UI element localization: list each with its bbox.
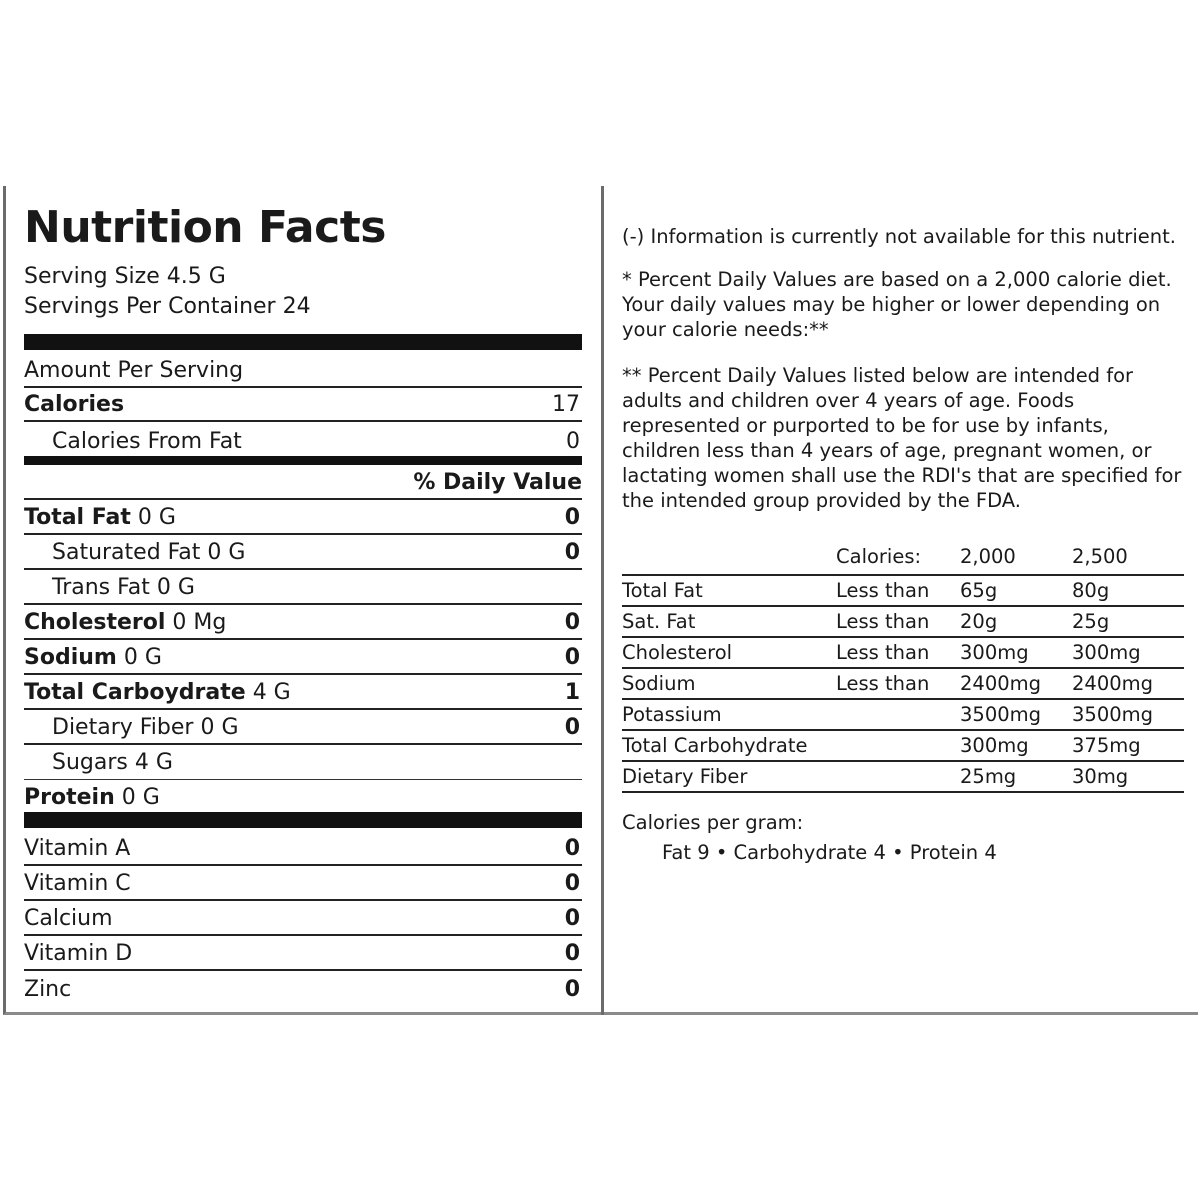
- nutrient-name: Sodium: [24, 644, 117, 670]
- table-cell: Cholesterol: [622, 637, 836, 668]
- table-cell: 20g: [960, 606, 1072, 637]
- table-cell: 300mg: [1072, 637, 1184, 668]
- nutrient-row-total-carbohydrate: [24, 676, 582, 710]
- table-cell: Dietary Fiber: [622, 761, 836, 792]
- nutrient-amount: 0 G: [123, 644, 162, 670]
- vitamin-row-a: [24, 832, 582, 866]
- thick-divider-bottom: [24, 812, 582, 828]
- vitamin-dv: 0: [564, 940, 580, 966]
- table-cell: 25g: [1072, 606, 1184, 637]
- table-cell: 80g: [1072, 575, 1184, 606]
- table-row: [622, 699, 1184, 730]
- calories-value: 17: [552, 391, 580, 417]
- nutrient-row-total-fat: [24, 501, 582, 535]
- vitamin-dv: 0: [564, 870, 580, 896]
- table-cell: Sodium: [622, 668, 836, 699]
- vitamin-row-calcium: [24, 902, 582, 936]
- nutrient-dv: 0: [564, 539, 580, 565]
- nutrient-dv: 0: [564, 609, 580, 635]
- table-cell: Sat. Fat: [622, 606, 836, 637]
- nutrient-name: Saturated Fat: [52, 539, 201, 565]
- vitamin-row-zinc: [24, 972, 582, 1006]
- nutrient-name: Total Fat: [24, 504, 131, 530]
- nutrient-amount: 0 Mg: [172, 609, 227, 635]
- table-cell: 300mg: [960, 637, 1072, 668]
- vitamin-name: Calcium: [24, 905, 113, 931]
- table-cell: Total Carbohydrate: [622, 730, 836, 761]
- calories-per-gram-label: Calories per gram:: [622, 811, 804, 834]
- vitamin-dv: 0: [564, 905, 580, 931]
- table-cell: 375mg: [1072, 730, 1184, 761]
- vitamin-name: Zinc: [24, 976, 72, 1002]
- nutrient-row-trans-fat: [24, 571, 582, 605]
- table-header-cell: Calories:: [836, 538, 960, 575]
- table-header-row: [622, 538, 1184, 575]
- table-header-cell: 2,500: [1072, 538, 1184, 575]
- table-cell: Less than: [836, 668, 960, 699]
- nutrient-amount: 4 G: [252, 679, 291, 705]
- table-row: [622, 761, 1184, 792]
- percent-daily-note: * Percent Daily Values are based on a 2,000 calorie diet. Your daily values may be higher or lower depending on your calorie needs:**: [622, 268, 1172, 341]
- table-cell: Less than: [836, 575, 960, 606]
- amount-per-serving-row: [24, 354, 582, 388]
- vitamin-row-c: [24, 867, 582, 901]
- table-cell: 2400mg: [1072, 668, 1184, 699]
- vitamin-name: Vitamin C: [24, 870, 131, 896]
- nutrient-amount: 0 G: [137, 504, 176, 530]
- nutrient-name: Sugars: [52, 750, 128, 775]
- nutrient-dv: 1: [564, 679, 580, 705]
- table-cell: 25mg: [960, 761, 1072, 792]
- nutrient-row-sodium: [24, 641, 582, 675]
- daily-values-table: [622, 538, 1184, 793]
- table-cell: 300mg: [960, 730, 1072, 761]
- vitamin-dv: 0: [564, 835, 580, 861]
- table-header-cell: 2,000: [960, 538, 1072, 575]
- not-available-note: (-) Information is currently not available for this nutrient.: [622, 225, 1176, 248]
- vitamin-name: Vitamin D: [24, 940, 133, 966]
- servings-per-container: Servings Per Container 24: [24, 294, 311, 319]
- nutrient-row-protein: [24, 780, 582, 814]
- nutrient-row-dietary-fiber: [24, 711, 582, 745]
- table-cell: Total Fat: [622, 575, 836, 606]
- table-row: [622, 637, 1184, 668]
- nutrient-dv: 0: [564, 714, 580, 740]
- daily-value-header: % Daily Value: [413, 469, 582, 495]
- table-cell: Potassium: [622, 699, 836, 730]
- table-cell: Less than: [836, 637, 960, 668]
- table-cell: 3500mg: [960, 699, 1072, 730]
- table-cell: 2400mg: [960, 668, 1072, 699]
- vitamin-dv: 0: [564, 976, 580, 1002]
- table-cell: 65g: [960, 575, 1072, 606]
- nutrient-row-sugars: [24, 746, 582, 780]
- calories-from-fat-row: [24, 424, 582, 458]
- nutrient-amount: 4 G: [134, 750, 173, 775]
- column-divider: [601, 186, 604, 1015]
- nutrient-name: Protein: [24, 784, 115, 810]
- nutrient-dv: 0: [564, 504, 580, 530]
- intended-for-note: ** Percent Daily Values listed below are intended for adults and children over 4 years of age. Foods represented or purported to be for use by infants, children less than 4 years of age, pregnant women, or lactating women shall use the RDI's that are specified for the intended group provided by the FDA.: [622, 364, 1182, 512]
- nutrient-amount: 0 G: [207, 539, 246, 565]
- table-cell: Less than: [836, 606, 960, 637]
- table-cell: [836, 730, 960, 761]
- table-row: [622, 606, 1184, 637]
- nutrient-row-saturated-fat: [24, 536, 582, 570]
- daily-value-header-row: [24, 466, 582, 500]
- nutrient-name: Dietary Fiber: [52, 714, 194, 740]
- calories-from-fat-value: 0: [566, 428, 580, 454]
- nutrient-row-cholesterol: [24, 606, 582, 640]
- nutrient-amount: 0 G: [156, 574, 195, 600]
- table-row: [622, 575, 1184, 606]
- nutrient-dv: 0: [564, 644, 580, 670]
- table-cell: 3500mg: [1072, 699, 1184, 730]
- table-cell: 30mg: [1072, 761, 1184, 792]
- table-header-cell: [622, 538, 836, 575]
- table-cell: [836, 699, 960, 730]
- medium-divider: [24, 456, 582, 465]
- serving-size: Serving Size 4.5 G: [24, 264, 226, 289]
- nutrition-facts-title: Nutrition Facts: [24, 202, 386, 253]
- nutrient-name: Cholesterol: [24, 609, 166, 635]
- thick-divider-top: [24, 334, 582, 350]
- calories-row: [24, 388, 582, 422]
- vitamin-name: Vitamin A: [24, 835, 131, 861]
- nutrient-name: Total Carboydrate: [24, 679, 246, 705]
- nutrient-name: Trans Fat: [52, 574, 150, 600]
- amount-per-serving-label: Amount Per Serving: [24, 357, 244, 383]
- table-cell: [836, 761, 960, 792]
- calories-per-gram-values: Fat 9 • Carbohydrate 4 • Protein 4: [662, 841, 997, 864]
- calories-label: Calories: [24, 391, 125, 417]
- table-row: [622, 668, 1184, 699]
- table-row: [622, 730, 1184, 761]
- calories-from-fat-label: Calories From Fat: [52, 428, 242, 454]
- nutrient-amount: 0 G: [121, 784, 160, 810]
- vitamin-row-d: [24, 937, 582, 971]
- nutrient-amount: 0 G: [200, 714, 239, 740]
